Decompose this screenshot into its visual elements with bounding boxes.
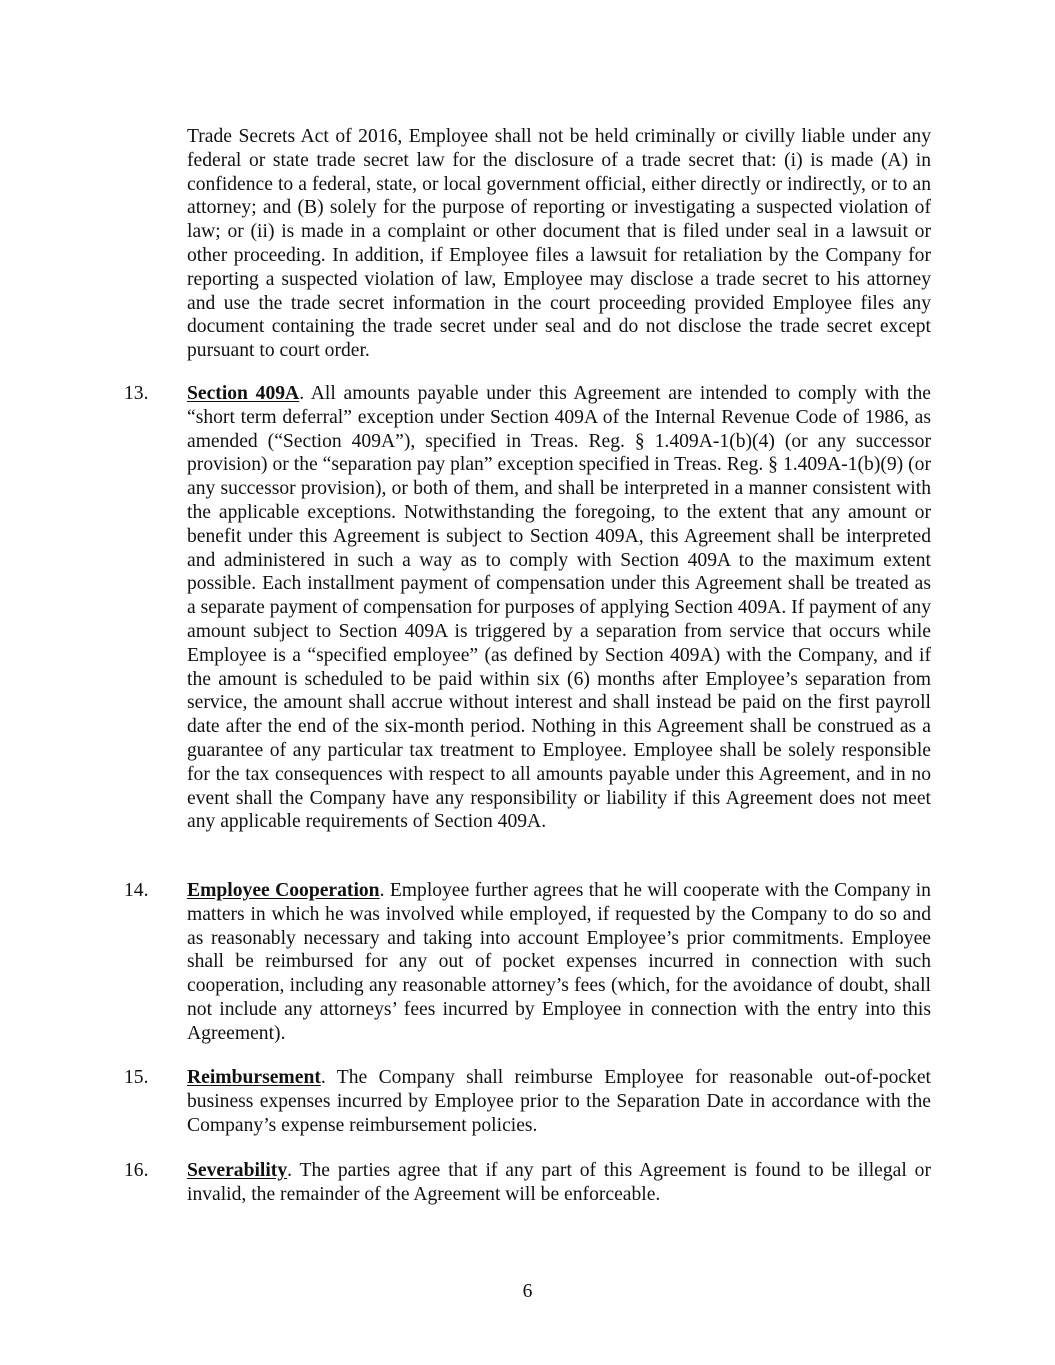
- section-body: [187, 1159, 931, 1207]
- section-number: 14.: [124, 880, 149, 901]
- section-text: . All amounts payable under this Agreement are intended to comply with the “short term deferral” exception under Section 409A of the Internal Revenue Code of 1986, as amended (“Section 409A”), specified in Treas. Reg. § 1.409A-1(b)(4) (or any successor provision) or the “separation pay plan” exception specified in Treas. Reg. § 1.409A-1(b)(9) (or any successor provision), or both of them, and shall be interpreted in a manner consistent with the applicable exceptions. Notwithstanding the foregoing, to the extent that any amount or benefit under this Agreement is subject to Section 409A, this Agreement shall be interpreted and administered in such a way as to comply with Section 409A to the maximum extent possible. Each installment payment of compensation under this Agreement shall be treated as a separate payment of compensation for purposes of applying Section 409A. If payment of any amount subject to Section 409A is triggered by a separation from service that occurs while Employee is a “specified employee” (as defined by Section 409A) with the Company, and if the amount is scheduled to be paid within six (6) months after Employee’s separation from service, the amount shall accrue without interest and shall instead be paid on the first payroll date after the end of the six-month period. Nothing in this Agreement shall be construed as a guarantee of any particular tax treatment to Employee. Employee shall be solely responsible for the tax consequences with respect to all amounts payable under this Agreement, and in no event shall the Company have any responsibility or liability if this Agreement does not meet any applicable requirements of Section 409A.: [187, 383, 931, 833]
- section-body: [187, 382, 931, 834]
- section-heading: Reimbursement: [187, 1067, 321, 1088]
- section-text: . Employee further agrees that he will cooperate with the Company in matters in which he was involved while employed, if requested by the Company to do so and as reasonably necessary and taking into account Employee’s prior commitments. Employee shall be reimbursed for any out of pocket expenses incurred in connection with such cooperation, including any reasonable attorney’s fees (which, for the avoidance of doubt, shall not include any attorneys’ fees incurred by Employee in connection with the entry into this Agreement).: [187, 880, 931, 1044]
- section-body: [187, 879, 931, 1046]
- section-number: 16.: [124, 1160, 149, 1181]
- section-heading: Employee Cooperation: [187, 880, 380, 901]
- continuation-paragraph: Trade Secrets Act of 2016, Employee shall not be held criminally or civilly liable under any federal or state trade secret law for the disclosure of a trade secret that: (i) is made (A) in confidence to a federal, state, or local government official, either directly or indirectly, or to an attorney; and (B) solely for the purpose of reporting or investigating a suspected violation of law; or (ii) is made in a complaint or other document that is filed under seal in a lawsuit or other proceeding. In addition, if Employee files a lawsuit for retaliation by the Company for reporting a suspected violation of law, Employee may disclose a trade secret to his attorney and use the trade secret information in the court proceeding provided Employee files any document containing the trade secret under seal and do not disclose the trade secret except pursuant to court order.: [187, 126, 931, 362]
- section-heading: Severability: [187, 1160, 288, 1181]
- section-number: 13.: [124, 383, 149, 404]
- section-text: . The parties agree that if any part of this Agreement is found to be illegal or invalid, the remainder of the Agreement will be enforceable.: [187, 1160, 931, 1205]
- page-number: 6: [522, 1281, 533, 1302]
- section-number: 15.: [124, 1067, 149, 1088]
- section-body: [187, 1066, 931, 1137]
- section-text: . The Company shall reimburse Employee for reasonable out-of-pocket business expenses incurred by Employee prior to the Separation Date in accordance with the Company’s expense reimbursement policies.: [187, 1067, 931, 1136]
- section-heading: Section 409A: [187, 383, 300, 404]
